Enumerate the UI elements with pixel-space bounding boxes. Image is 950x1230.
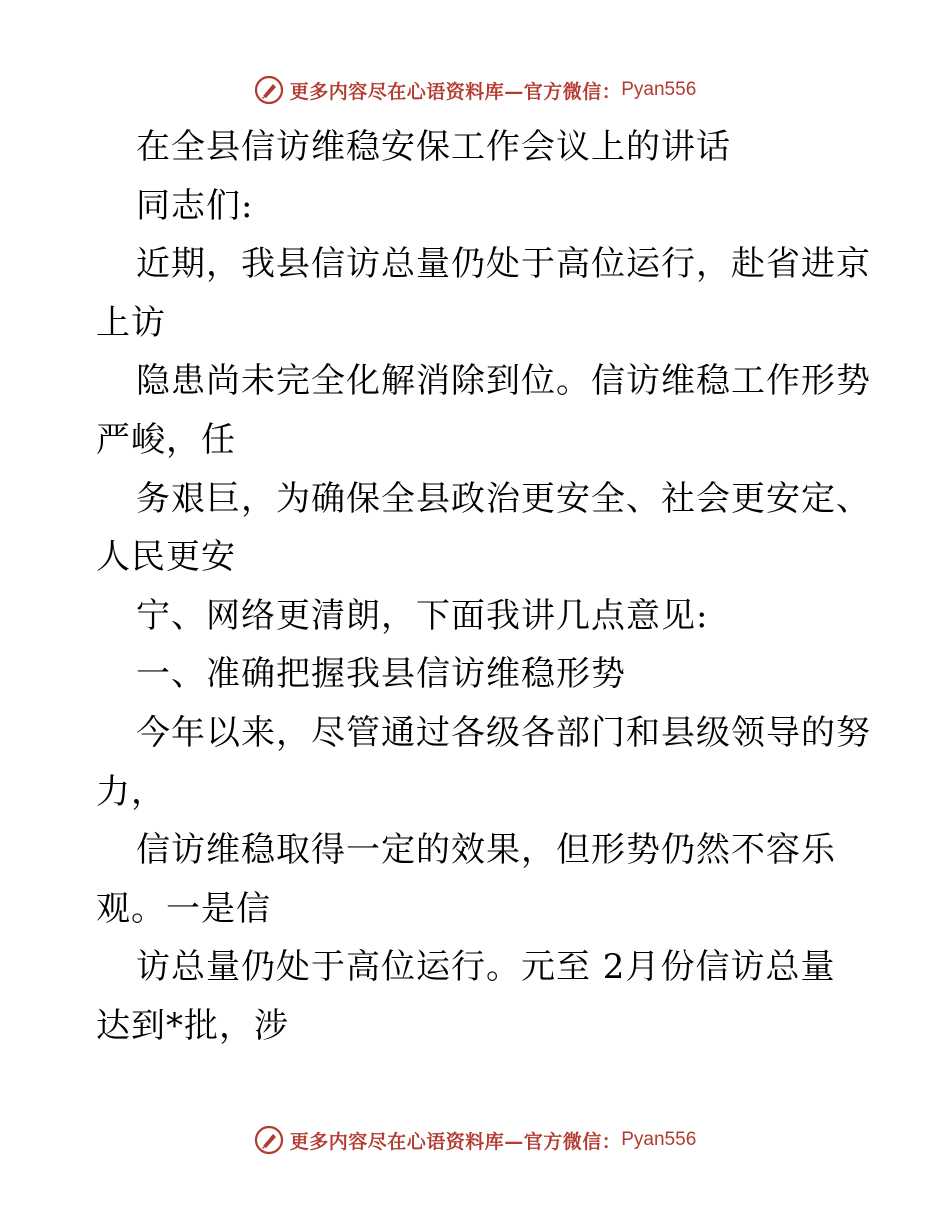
text-line: 近期，我县信访总量仍处于高位运行，赴省进京 xyxy=(136,244,871,285)
text-line: 访总量仍处于高位运行。元至 2月份信访总量 xyxy=(136,947,836,988)
document-title: 在全县信访维稳安保工作会议上的讲话 xyxy=(136,127,731,167)
text-line: 今年以来，尽管通过各级各部门和县级领导的努 xyxy=(136,712,871,753)
text-line: 力， xyxy=(96,771,166,812)
text-line: 务艰巨，为确保全县政治更安全、社会更安定、 xyxy=(136,478,871,519)
text-line: 上访 xyxy=(96,302,166,343)
banner-text: 更多内容尽在心语资料库—官方微信： xyxy=(289,80,622,103)
header-banner xyxy=(0,70,950,110)
text-line: 隐患尚未完全化解消除到位。信访维稳工作形势 xyxy=(136,361,871,402)
text-line: 严峻，任 xyxy=(96,419,236,460)
document-body xyxy=(96,118,871,1056)
footer-banner xyxy=(0,1120,950,1160)
pen-nib-logo-icon xyxy=(254,1125,284,1155)
banner-wechat-id: Pyan556 xyxy=(621,79,697,100)
text-line: 人民更安 xyxy=(96,537,236,578)
text-line: 达到*批，涉 xyxy=(96,1005,289,1046)
banner-wechat-id: Pyan556 xyxy=(621,1129,697,1150)
text-line: 宁、网络更清朗，下面我讲几点意见: xyxy=(136,595,709,636)
pen-nib-logo-icon xyxy=(254,75,284,105)
salutation: 同志们: xyxy=(136,185,254,226)
banner-text: 更多内容尽在心语资料库—官方微信： xyxy=(289,1130,622,1153)
section-heading: 一、准确把握我县信访维稳形势 xyxy=(136,654,626,695)
text-line: 信访维稳取得一定的效果，但形势仍然不容乐 xyxy=(136,830,836,871)
text-line: 观。一是信 xyxy=(96,888,271,929)
